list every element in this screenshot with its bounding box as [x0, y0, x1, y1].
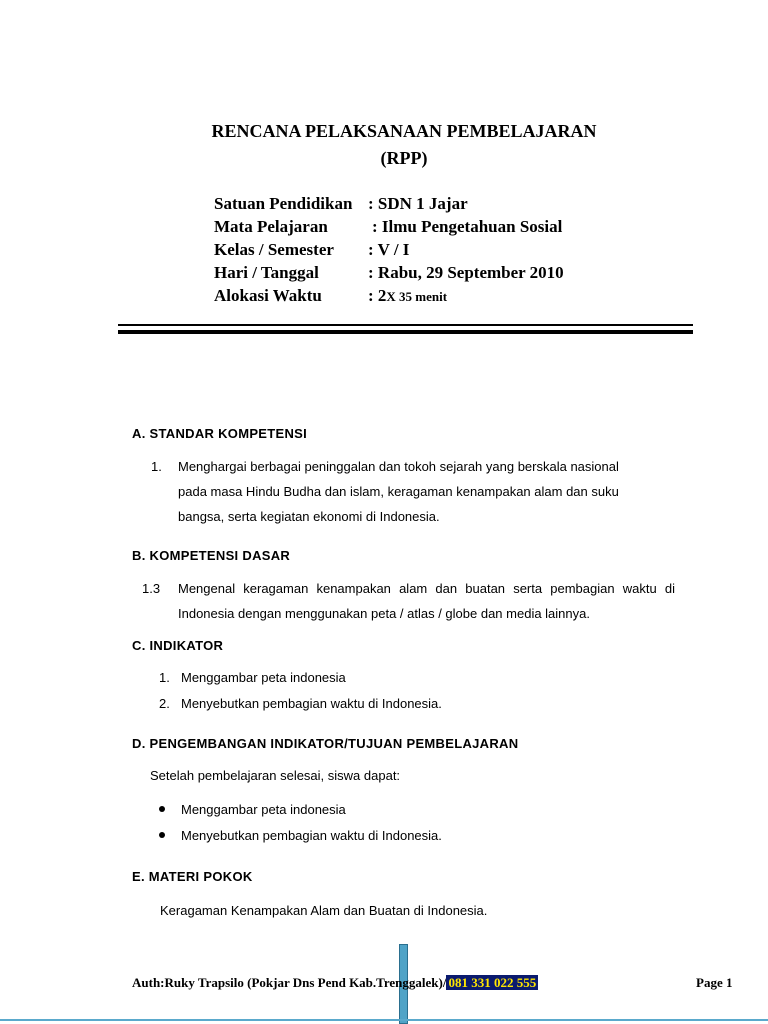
info-value-suffix: X 35 menit [386, 289, 448, 304]
document-title: RENCANA PELAKSANAAN PEMBELAJARAN [211, 121, 597, 141]
info-value: : V / I [368, 240, 410, 259]
footer-line [0, 1019, 768, 1021]
section-c-heading: C. INDIKATOR [132, 638, 224, 653]
info-label: Kelas / Semester [214, 240, 334, 259]
info-value: : SDN 1 Jajar [368, 194, 468, 213]
indicator-number: 2. [159, 696, 170, 711]
objective-item: Menggambar peta indonesia [181, 802, 346, 817]
info-label: Alokasi Waktu [214, 286, 322, 305]
info-value: : Rabu, 29 September 2010 [368, 263, 564, 282]
divider-thick [118, 330, 693, 334]
footer-phone: 081 331 022 555 [448, 975, 537, 990]
footer-author-text: Auth:Ruky Trapsilo (Pokjar Dns Pend Kab.Trenggalek)/ [132, 975, 447, 990]
info-label: Mata Pelajaran [214, 217, 328, 236]
section-d-heading: D. PENGEMBANGAN INDIKATOR/TUJUAN PEMBELAJARAN [132, 736, 519, 751]
indicator-item: Menggambar peta indonesia [181, 670, 346, 685]
bullet-icon [159, 806, 165, 812]
section-d-intro: Setelah pembelajaran selesai, siswa dapat: [150, 768, 401, 783]
section-a-heading: A. STANDAR KOMPETENSI [132, 426, 308, 441]
section-a-line: bangsa, serta kegiatan ekonomi di Indonesia. [178, 509, 440, 524]
info-label: Hari / Tanggal [214, 263, 319, 282]
section-b-line: Mengenal keragaman kenampakan alam dan buatan serta pembagian waktu di [178, 581, 675, 596]
footer-author [132, 975, 538, 991]
section-e-heading: E. MATERI POKOK [132, 869, 253, 884]
document-subtitle: (RPP) [380, 148, 428, 168]
bullet-icon [159, 832, 165, 838]
section-b-line: Indonesia dengan menggunakan peta / atlas / globe dan media lainnya. [178, 606, 590, 621]
indicator-item: Menyebutkan pembagian waktu di Indonesia. [181, 696, 442, 711]
section-a-number: 1. [151, 459, 162, 474]
page-number: Page 1 [696, 975, 733, 990]
indicator-number: 1. [159, 670, 170, 685]
section-e-text: Keragaman Kenampakan Alam dan Buatan di Indonesia. [160, 903, 488, 918]
section-a-line: Menghargai berbagai peninggalan dan tokoh sejarah yang berskala nasional [178, 459, 619, 474]
section-b-heading: B. KOMPETENSI DASAR [132, 548, 291, 563]
info-value [368, 286, 447, 306]
info-value-prefix: : 2 [368, 286, 387, 305]
section-a-line: pada masa Hindu Budha dan islam, keragaman kenampakan alam dan suku [178, 484, 619, 499]
divider-thin [118, 324, 693, 326]
info-value: : Ilmu Pengetahuan Sosial [372, 217, 563, 236]
objective-item: Menyebutkan pembagian waktu di Indonesia. [181, 828, 442, 843]
section-b-number: 1.3 [142, 581, 161, 596]
info-label: Satuan Pendidikan [214, 194, 353, 213]
